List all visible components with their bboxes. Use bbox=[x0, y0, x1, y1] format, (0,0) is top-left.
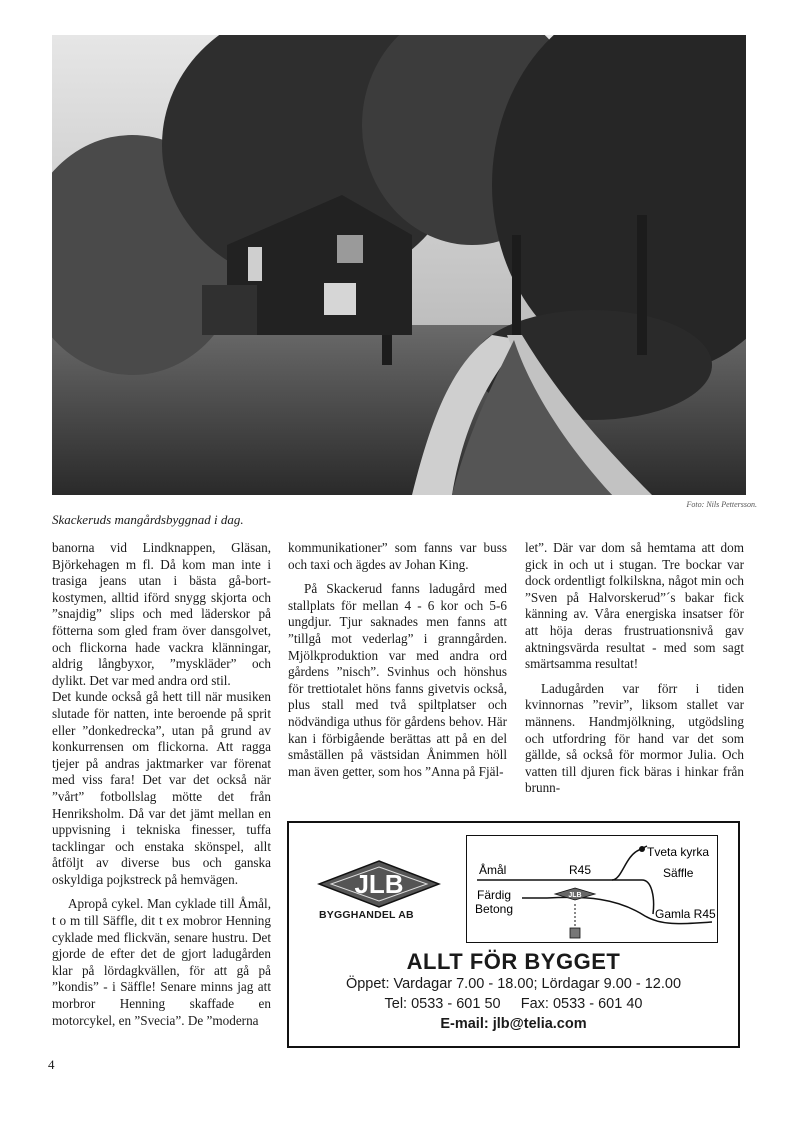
paragraph: banorna vid Lindknappen, Gläsan, Björkehagen m fl. Då kom man inte i trasiga jeans utan i bästa gå-bort-kostymen, alltid iförd snygg skjorta och ”snajdig” slips och med läderskor på fötterna som gled fram över dansgolvet, och flickorna hade vackra klänningar, aldrig långbyxor, ”myskläder” och dylikt. Det var med andra ord stil. bbox=[52, 540, 271, 688]
text-column-1 bbox=[52, 540, 271, 1029]
jlb-advertisement bbox=[287, 821, 740, 1048]
paragraph: Ladugården var förr i tiden kvinnornas ”revir”, liksom stallet var männens. Handmjölkning, utgödsling och utfordring för hand var det som gällde, så också för mormor Julia. Och vatten till djuren fick bäras i hinkar från brunn- bbox=[525, 680, 744, 796]
map-drawing bbox=[467, 836, 717, 942]
map-label-gamla-r45: Gamla R45 bbox=[655, 907, 716, 921]
map-label-betong: Betong bbox=[475, 902, 514, 916]
paragraph: Det kunde också gå hett till när musiken slutade för natten, inte beroende på sprit eller ”donkedrecka”, utan på grund av konkurrensen om flickorna. Att ragga tjejer på andras jaktmarker var förenat med viss fara! Det var det också när ”vårt” fotbollslag mötte det från Henriksholm. Då var det jämt mellan en uppvisning i tekniska finesser, tuffa tacklingar och enstaka skönspel, allt åtföljt av diverse bus och ganska oskyldiga pojkstreck på hemvägen. bbox=[52, 689, 271, 887]
paragraph: let”. Där var dom så hemtama att dom gick in och ut i stugan. Tre bockar var dock ordentligt folkilskna, något min och ”Sven på Halvorskerud”´s bakar fick känning av. Våra energiska insatser för att höja deras frustruationsnivå gav aktningsvärda resultat - med som sagt smärtsamma resultat! bbox=[525, 540, 744, 672]
map-label-amal: Åmål bbox=[479, 863, 507, 877]
jlb-logo bbox=[317, 859, 441, 909]
phone-number: Tel: 0533 - 601 50 bbox=[384, 996, 501, 1012]
map-label-saffle: Säffle bbox=[663, 866, 694, 880]
logo-subtitle: BYGGHANDEL AB bbox=[319, 909, 414, 921]
opening-hours: Öppet: Vardagar 7.00 - 18.00; Lördagar 9.00 - 12.00 bbox=[345, 976, 682, 992]
farmhouse-photo bbox=[52, 35, 746, 495]
email-address: E-mail: jlb@telia.com bbox=[440, 1016, 587, 1032]
paragraph: På Skackerud fanns ladugård med stallplats för mellan 4 - 6 kor och 5-6 ungdjur. Tjur saknades men fanns att ”tillgå mot vederlag” i granngården. Mjölkproduktion var med andra ord gårdens ”nisch”. Svinhus och hönshus för trettiotalet höns fanns givetvis också, plus stall med två spiltplatser och nödvändiga uthus för gårdens behov. Här kan i förbigående berättas att på en del småställen på västsidan Ånimmen höll man även getter, som hos ”Anna på Fjäl- bbox=[288, 581, 507, 779]
paragraph: kommunikationer” som fanns var buss och taxi och ägdes av Johan King. bbox=[288, 540, 507, 572]
ad-headline: ALLT FÖR BYGGET bbox=[406, 949, 621, 974]
church-marker bbox=[639, 846, 645, 852]
page-number: 4 bbox=[48, 1057, 55, 1072]
photo-caption: Skackeruds mangårdsbyggnad i dag. bbox=[52, 512, 244, 527]
map-mini-logo: JLB bbox=[568, 892, 582, 899]
fax-number: Fax: 0533 - 601 40 bbox=[520, 996, 643, 1012]
map-label-r45: R45 bbox=[569, 863, 592, 877]
location-map bbox=[466, 835, 718, 943]
contact-phone-fax bbox=[289, 996, 738, 1012]
store-marker bbox=[570, 928, 580, 938]
text-column-2 bbox=[288, 540, 507, 780]
photo-credit: Foto: Nils Pettersson. bbox=[686, 500, 757, 509]
text-column-3 bbox=[525, 540, 744, 797]
paragraph: Apropå cykel. Man cyklade till Åmål, t o m till Säffle, dit t ex mobror Henning cyklade med flickvän, senare hustru. Det gjorde de efter det de gjort ladugården klar på lördagkvällen, för att gå på ”kondis” - i Säffle! Senare minns jag att morbror Henning skaffade en motorcykel, en ”Svecia”. De ”moderna bbox=[52, 896, 271, 1028]
map-label-church: Tveta kyrka bbox=[647, 845, 710, 859]
logo-text: JLB bbox=[354, 869, 404, 899]
map-label-fardig: Färdig bbox=[477, 888, 512, 902]
farmhouse-photo-drawing bbox=[52, 35, 746, 495]
